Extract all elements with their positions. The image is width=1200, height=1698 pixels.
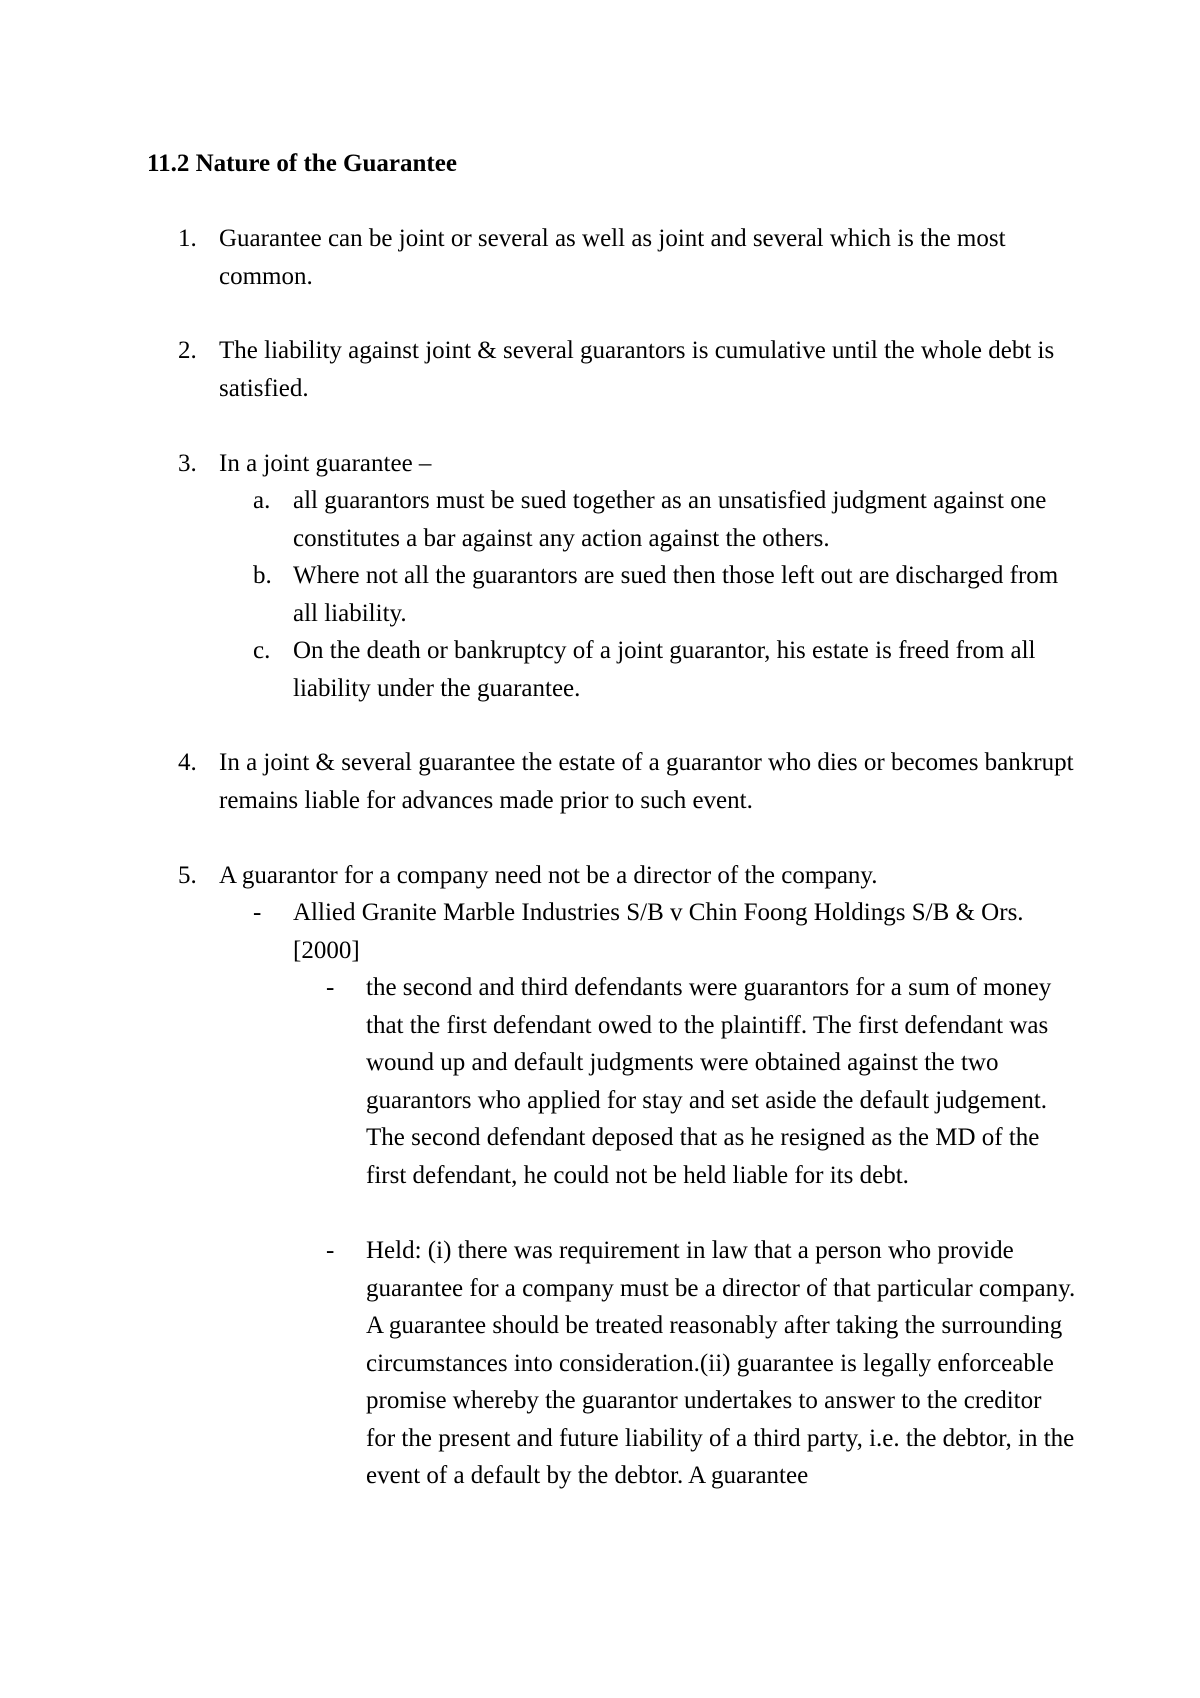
case-facts-text: the second and third defendants were guarantors for a sum of money that the first defendant owed to the plaintiff. The first defendant was wound up and default judgments were obtained against the two guarantors who applied for stay and set aside the default judgement. The second defendant deposed that as he resigned as the MD of the first defendant, he could not be held liable for its debt. <box>366 974 1052 1189</box>
list-item-number: 1. <box>178 225 197 252</box>
list-item-3 <box>178 445 1078 483</box>
sub-item-text: all guarantors must be sued together as an unsatisfied judgment against one constitutes a bar against any action against the others. <box>293 487 1047 552</box>
sub-item-b <box>253 557 1073 632</box>
sub-item-text: On the death or bankruptcy of a joint guarantor, his estate is freed from all liability under the guarantee. <box>293 637 1036 702</box>
list-item-text: In a joint guarantee – <box>219 450 432 477</box>
list-item-number: 4. <box>178 749 197 776</box>
dash-bullet: - <box>326 1237 335 1264</box>
list-item-text: In a joint & several guarantee the estate of a guarantor who dies or becomes bankrupt remains liable for advances made prior to such event. <box>219 749 1074 814</box>
case-facts <box>326 969 1076 1194</box>
sub-item-letter: a. <box>253 487 271 514</box>
section-heading: 11.2 Nature of the Guarantee <box>147 150 457 177</box>
dash-bullet: - <box>326 974 335 1001</box>
list-item-2 <box>178 332 1078 407</box>
sub-item-letter: c. <box>253 637 271 664</box>
list-item-text: The liability against joint & several guarantors is cumulative until the whole debt is satisfied. <box>219 337 1055 402</box>
sub-item-a <box>253 482 1073 557</box>
list-item-4 <box>178 744 1078 819</box>
case-held <box>326 1232 1076 1495</box>
sub-item-c <box>253 632 1073 707</box>
sub-item-letter: b. <box>253 562 272 589</box>
list-item-number: 5. <box>178 862 197 889</box>
dash-bullet: - <box>253 899 262 926</box>
list-item-text: A guarantor for a company need not be a director of the company. <box>219 862 878 889</box>
case-held-text: Held: (i) there was requirement in law that a person who provide guarantee for a company must be a director of that particular company. A guarantee should be treated reasonably after taking the surrounding circumstances into consideration.(ii) guarantee is legally enforceable promise whereby the guarantor undertakes to answer to the creditor for the present and future liability of a third party, i.e. the debtor, in the event of a default by the debtor. A guarantee <box>366 1237 1076 1489</box>
list-item-5 <box>178 857 1078 895</box>
sub-item-text: Where not all the guarantors are sued then those left out are discharged from all liability. <box>293 562 1059 627</box>
list-item-text: Guarantee can be joint or several as well as joint and several which is the most common. <box>219 225 1006 290</box>
case-reference <box>253 894 1073 969</box>
list-item-number: 3. <box>178 450 197 477</box>
list-item-1 <box>178 220 1078 295</box>
case-citation: Allied Granite Marble Industries S/B v Chin Foong Holdings S/B & Ors.[2000] <box>293 899 1024 964</box>
list-item-number: 2. <box>178 337 197 364</box>
